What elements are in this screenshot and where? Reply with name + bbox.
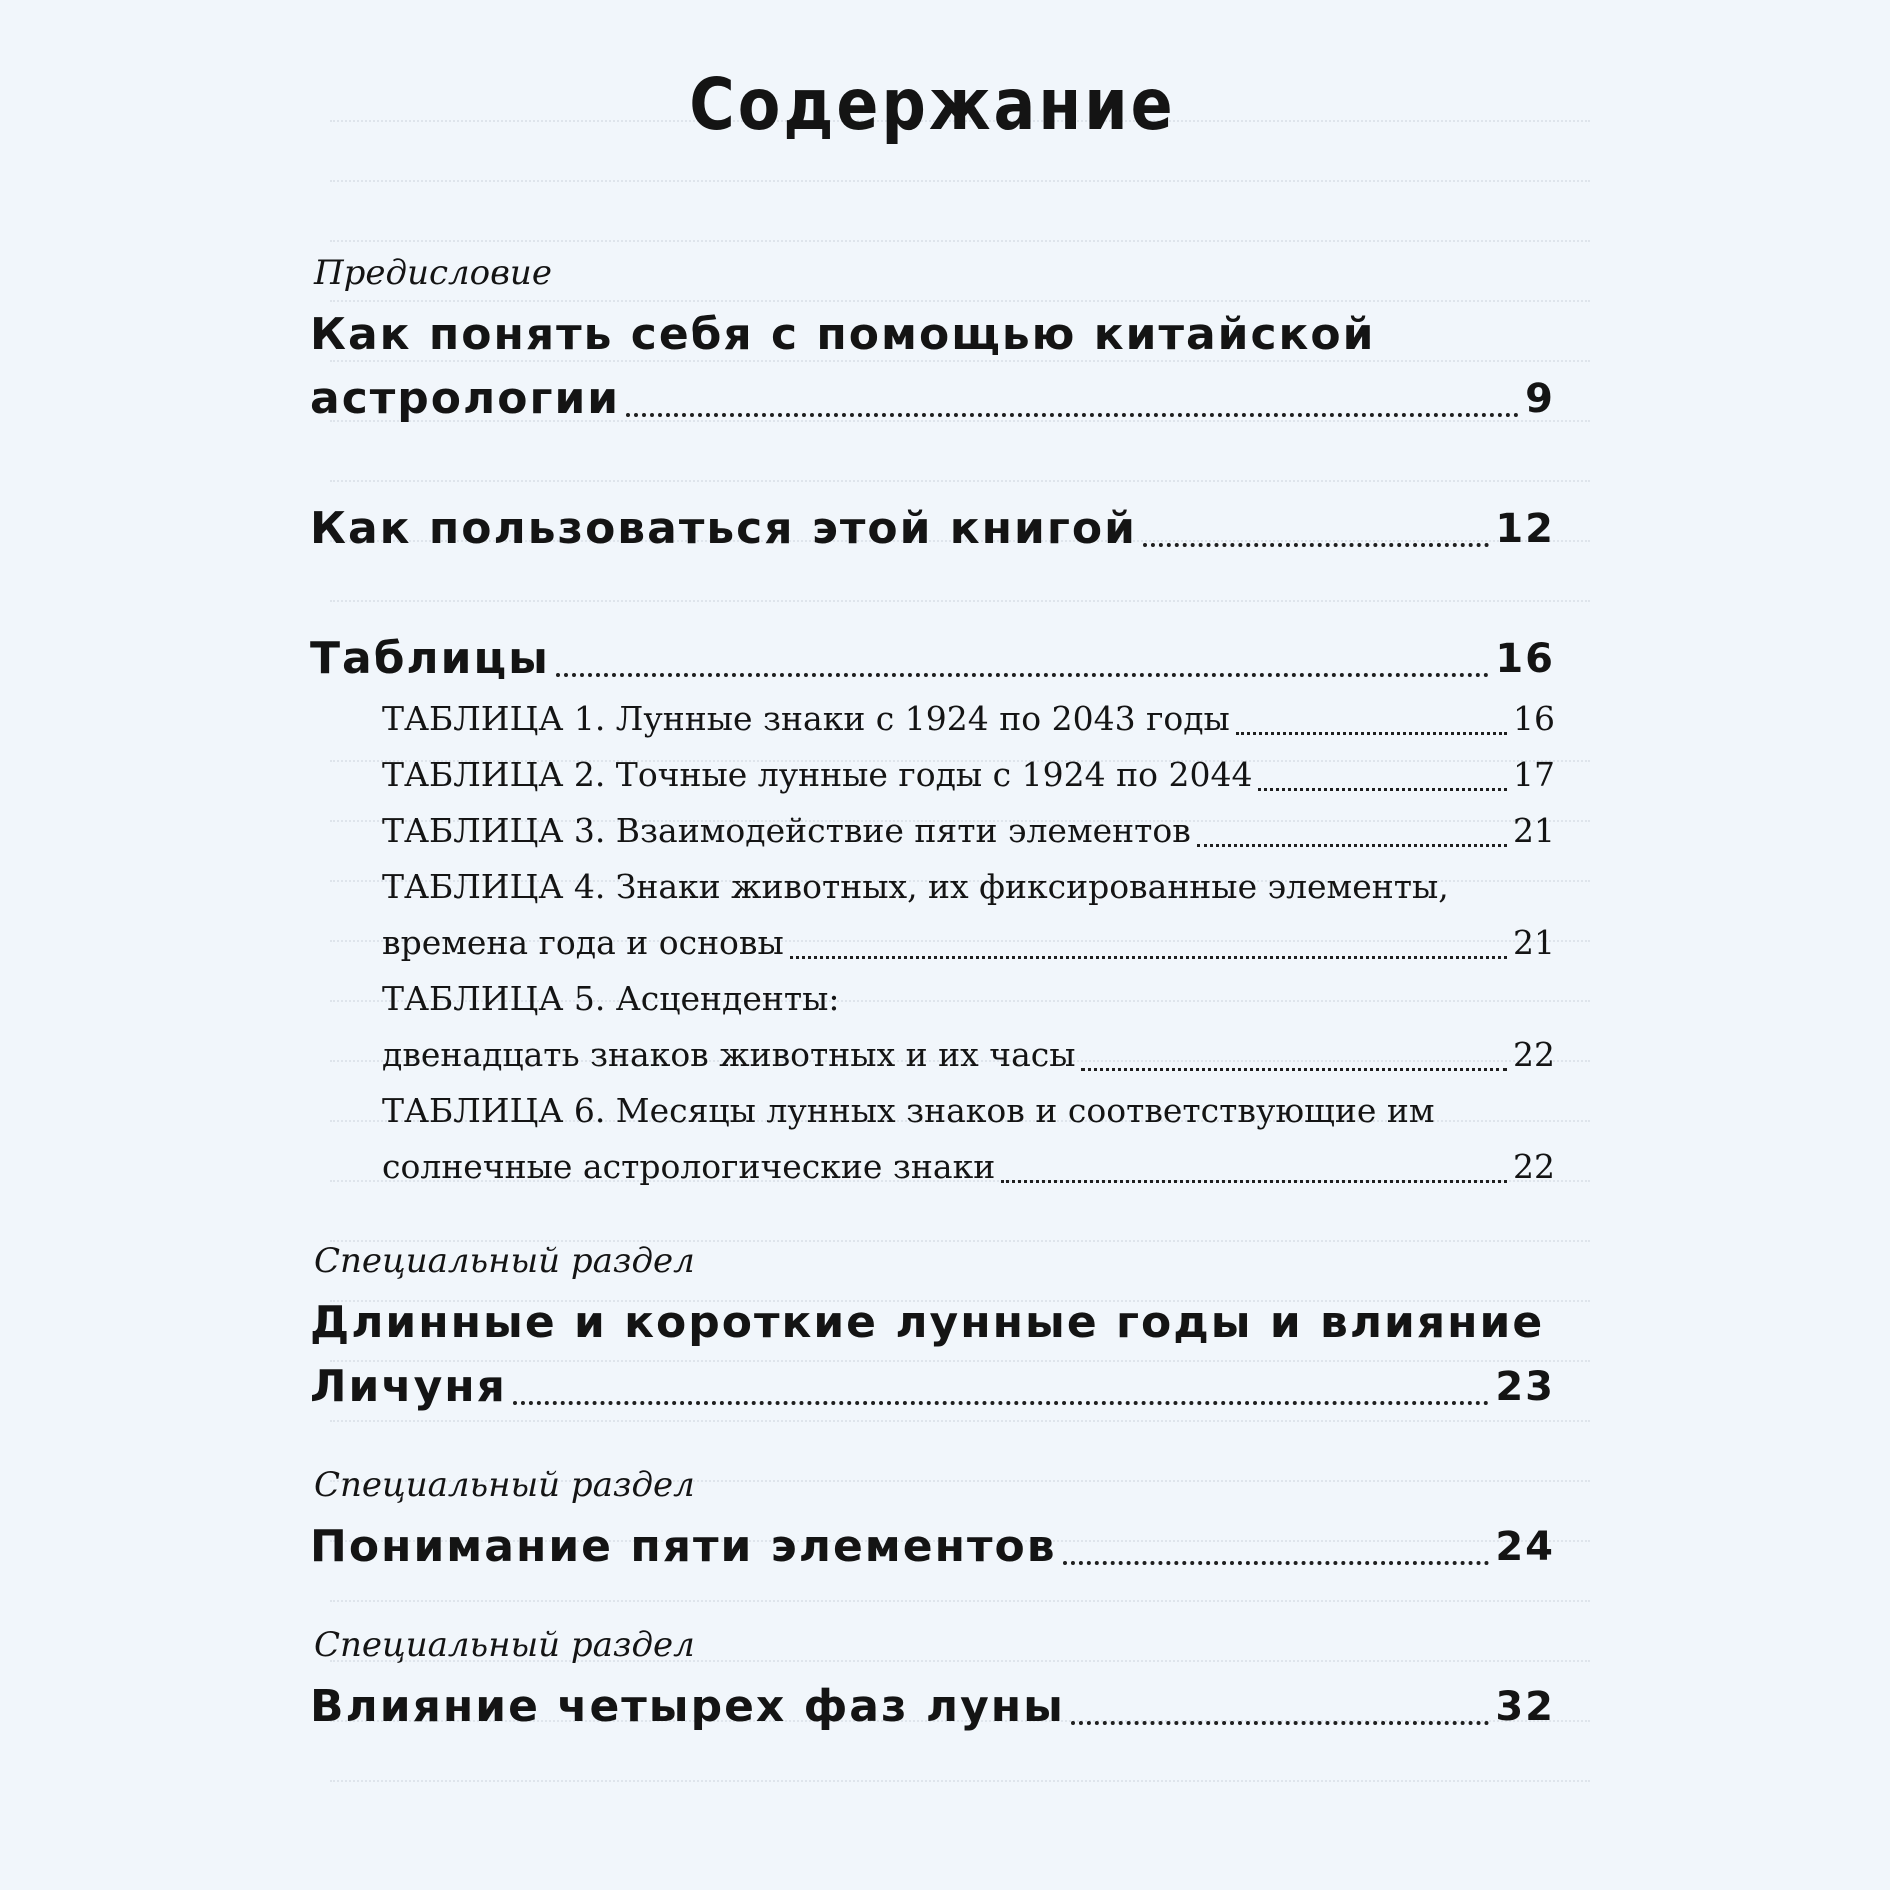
table-entry-row [382,915,1555,971]
toc-entry-row [310,1675,1555,1739]
toc-entry-five-elements [310,1515,1555,1579]
table-entry-line: ТАБЛИЦА 4. Знаки животных, их фиксированные элементы, [382,867,1449,906]
special-section-label: Специальный раздел [314,1465,695,1505]
page-number: 16 [1495,636,1555,682]
table-entry-line: двенадцать знаков животных и их часы [382,1035,1076,1074]
table-entry-line: времена года и основы [382,923,784,962]
toc-entry-tables [310,627,1555,691]
page-number: 16 [1513,699,1555,738]
table-entry-line: ТАБЛИЦА 3. Взаимодействие пяти элементов [382,811,1191,850]
list-item [382,1083,1555,1195]
page-number: 9 [1525,376,1555,422]
page-number: 17 [1513,755,1555,794]
page-number: 24 [1495,1524,1555,1570]
table-entry-line: ТАБЛИЦА 1. Лунные знаки с 1924 по 2043 годы [382,699,1230,738]
dot-leader [556,673,1489,677]
toc-entry-line: Как понять себя с помощью китайской [310,309,1376,360]
page-number: 32 [1495,1684,1555,1730]
table-entry-row [382,1027,1555,1083]
page-number: 21 [1513,923,1555,962]
dot-leader [1081,1068,1507,1071]
toc-entry-long-short-years [310,1291,1555,1419]
table-entry-line: ТАБЛИЦА 2. Точные лунные годы с 1924 по 2044 [382,755,1253,794]
list-item [382,859,1555,971]
toc-entry-line: Как пользоваться этой книгой [310,503,1137,554]
dot-leader [1197,844,1507,847]
table-entry-line: солнечные астрологические знаки [382,1147,996,1186]
page-title: Содержание [689,62,1176,147]
dot-leader [1001,1180,1507,1183]
dot-leader [1071,1721,1489,1725]
dot-leader [1063,1561,1490,1565]
page-number: 21 [1513,811,1555,850]
toc-entry-row [310,1355,1555,1419]
special-section-label: Специальный раздел [314,1241,695,1281]
table-entry-row [382,1139,1555,1195]
table-of-contents [310,60,1555,1739]
preface-label: Предисловие [314,253,552,293]
toc-entry-row [310,497,1555,561]
table-entry-line: ТАБЛИЦА 5. Асценденты: [382,979,840,1018]
dot-leader [1236,732,1507,735]
toc-entry-line: Личуня [310,1361,507,1412]
toc-entry-line: Таблицы [310,633,550,684]
toc-entry-line: астрологии [310,373,621,424]
dot-leader [626,413,1519,417]
toc-entry-understand-yourself [310,303,1555,431]
dot-leader [513,1401,1489,1405]
dot-leader [1143,543,1489,547]
list-item [382,747,1555,803]
table-entry-line: ТАБЛИЦА 6. Месяцы лунных знаков и соответствующие им [382,1091,1435,1130]
special-section-label: Специальный раздел [314,1625,695,1665]
dot-leader [790,956,1507,959]
list-item [382,691,1555,747]
toc-entry-how-to-use [310,497,1555,561]
toc-entry-row [310,367,1555,431]
page-number: 23 [1495,1364,1555,1410]
toc-entry-moon-phases [310,1675,1555,1739]
list-item [382,803,1555,859]
toc-entry-line: Влияние четырех фаз луны [310,1681,1065,1732]
list-item [382,971,1555,1083]
page-number: 22 [1513,1035,1555,1074]
toc-entry-row [310,1515,1555,1579]
tables-list [382,691,1555,1195]
toc-entry-line: Длинные и короткие лунные годы и влияние [310,1297,1545,1348]
dot-leader [1258,788,1507,791]
page-number: 12 [1495,506,1555,552]
toc-entry-row [310,627,1555,691]
page-number: 22 [1513,1147,1555,1186]
toc-entry-line: Понимание пяти элементов [310,1521,1057,1572]
